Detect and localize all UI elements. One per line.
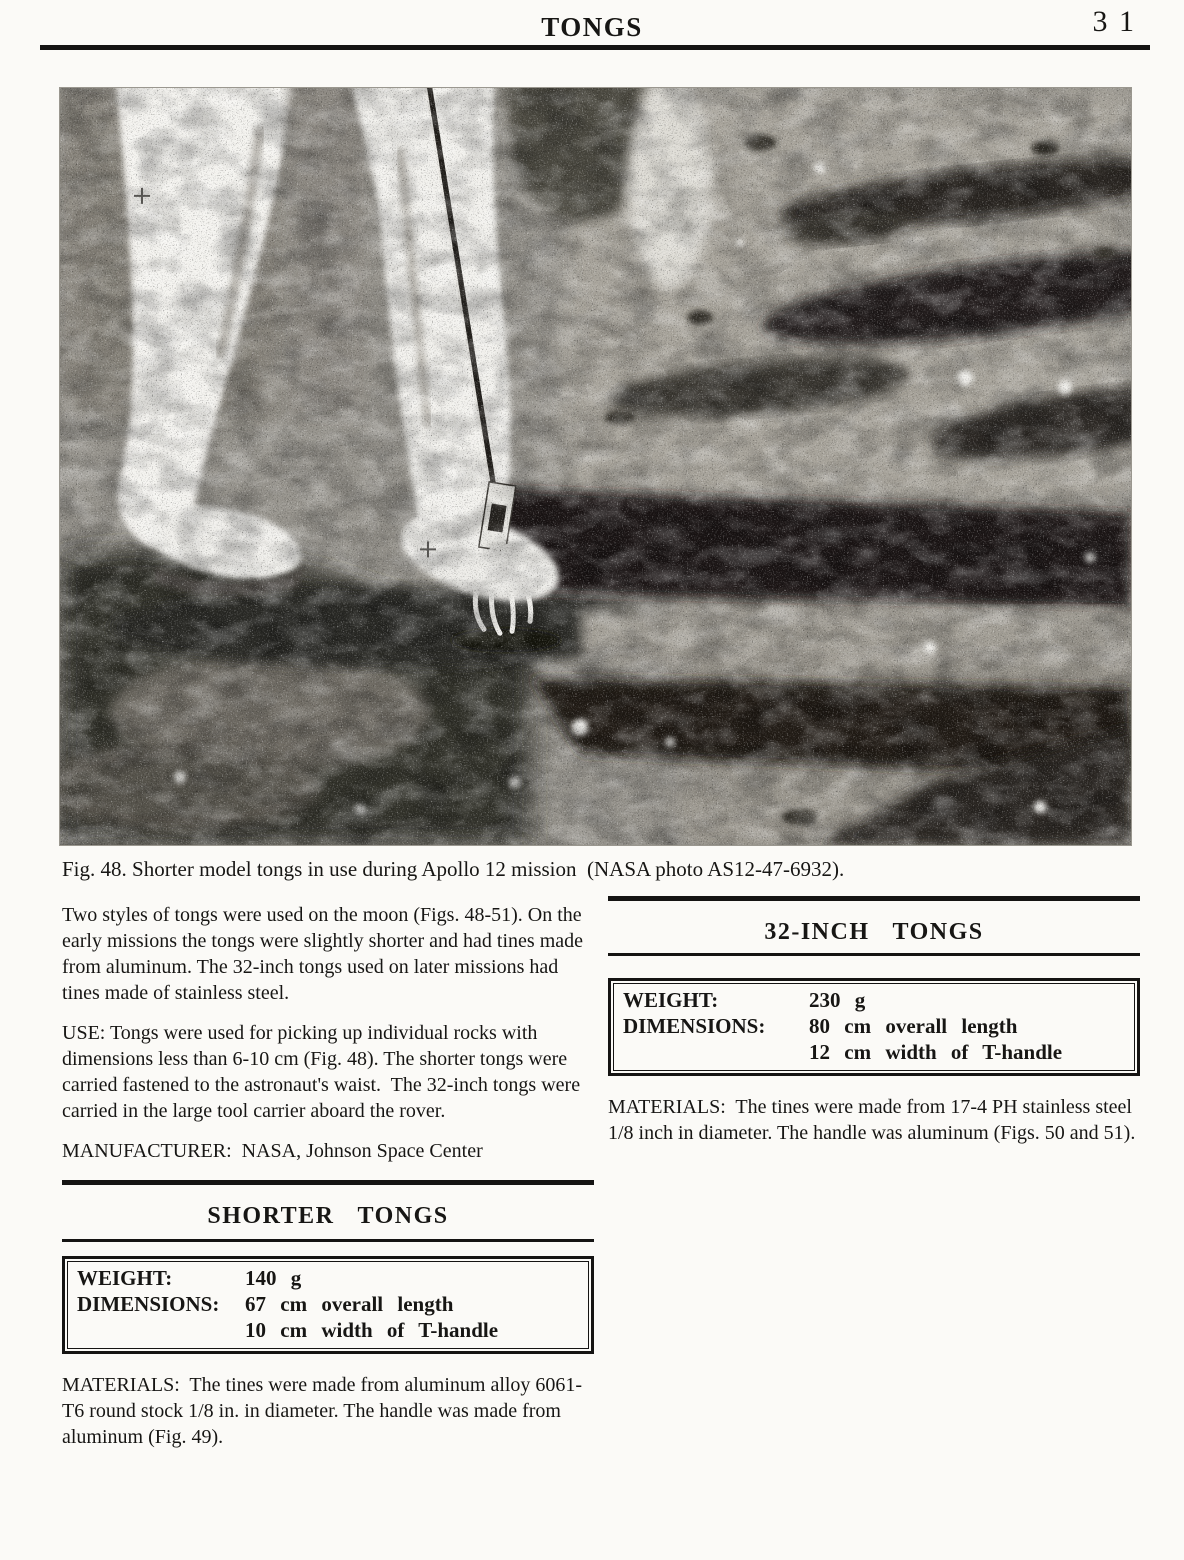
section-divider-double bbox=[608, 896, 1140, 901]
spec-value: 10 cm width of T-handle bbox=[245, 1318, 499, 1342]
spec-value: 80 cm overall length bbox=[809, 1014, 1018, 1038]
spec-value: 140 g bbox=[245, 1266, 302, 1290]
spec-value: 230 g bbox=[809, 988, 866, 1012]
use-paragraph: USE: Tongs were used for picking up individual rocks with dimensions less than 6-10 cm (Fig. 48). The shorter tongs were carried fastened to the astronaut's waist. The 32-inch tongs were carried in the large tool carrier aboard the rover. bbox=[62, 1022, 586, 1122]
right-column bbox=[608, 896, 1140, 1146]
32-inch-tongs-spec-box bbox=[608, 978, 1140, 1076]
materials-paragraph: MATERIALS: The tines were made from aluminum alloy 6061-T6 round stock 1/8 in. in diameter. The handle was made from aluminum (Fig. 49). bbox=[62, 1374, 583, 1448]
heading-underline bbox=[62, 1239, 594, 1242]
lunar-surface-photo bbox=[60, 88, 1131, 845]
manufacturer-line: MANUFACTURER: NASA, Johnson Space Center bbox=[62, 1140, 483, 1162]
spec-label: DIMENSIONS: bbox=[623, 1014, 766, 1038]
spec-label bbox=[77, 1317, 245, 1343]
spec-table bbox=[77, 1265, 579, 1343]
spec-label: WEIGHT: bbox=[623, 988, 719, 1012]
32-inch-tongs-heading: 32-INCH TONGS bbox=[764, 919, 984, 945]
heading-underline bbox=[608, 953, 1140, 956]
figure-caption: Fig. 48. Shorter model tongs in use during Apollo 12 mission (NASA photo AS12-47-6932). bbox=[62, 857, 845, 881]
intro-paragraph: Two styles of tongs were used on the moon (Figs. 48-51). On the early missions the tongs were slightly shorter and had tines made from aluminum. The 32-inch tongs used on later missions had tines made of stainless steel. bbox=[62, 904, 589, 1004]
shorter-tongs-heading: SHORTER TONGS bbox=[207, 1203, 449, 1229]
moon-photo-art bbox=[60, 88, 1131, 845]
materials-paragraph: MATERIALS: The tines were made from 17-4 PH stainless steel 1/8 inch in diameter. The handle was aluminum (Figs. 50 and 51). bbox=[608, 1096, 1137, 1144]
left-column bbox=[62, 902, 594, 1450]
page-title: TONGS bbox=[541, 12, 643, 42]
header-divider bbox=[40, 45, 1150, 50]
spec-label bbox=[623, 1039, 809, 1065]
spec-value: 12 cm width of T-handle bbox=[809, 1040, 1063, 1064]
spec-label: DIMENSIONS: bbox=[77, 1292, 220, 1316]
shorter-tongs-spec-box bbox=[62, 1256, 594, 1354]
page-number: 3 1 bbox=[1092, 5, 1136, 38]
spec-table bbox=[623, 987, 1125, 1065]
spec-label: WEIGHT: bbox=[77, 1266, 173, 1290]
spec-value: 67 cm overall length bbox=[245, 1292, 454, 1316]
section-divider-double bbox=[62, 1180, 594, 1185]
